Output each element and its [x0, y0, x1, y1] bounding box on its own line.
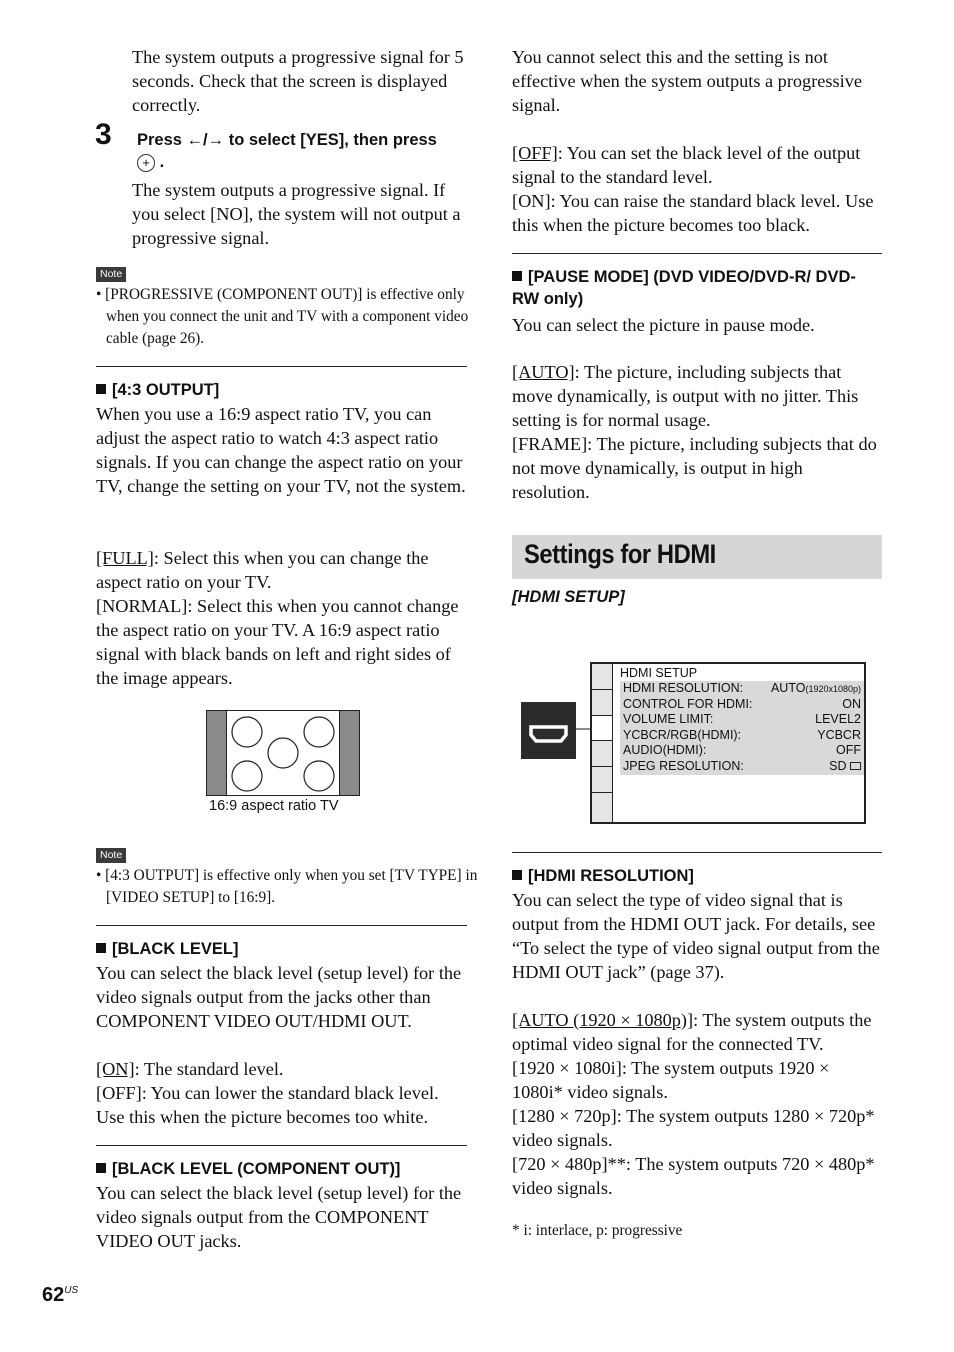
hdmi-resolution-1080i: [1920 × 1080i]: The system outputs 1920 × 1080i* video signals. — [512, 1058, 830, 1102]
heading-text: [4:3 OUTPUT] — [112, 381, 220, 399]
divider — [512, 253, 882, 254]
on-option-text: : The standard level. — [134, 1059, 284, 1079]
pause-mode-frame: [FRAME]: The picture, including subjects that do not move dynamically, is output in high resolution. — [512, 434, 877, 502]
section-heading-pause-mode — [512, 266, 862, 310]
section-banner — [512, 535, 882, 579]
osd-row-key: JPEG RESOLUTION: — [623, 758, 744, 773]
divider — [512, 852, 882, 853]
square-bullet-icon — [96, 943, 106, 953]
note-badge-2: Note — [96, 848, 126, 863]
hdmi-resolution-720p: [1280 × 720p]: The system outputs 1280 × 720p* video signals. — [512, 1106, 875, 1150]
off-option-text: : You can set the black level of the output signal to the standard level. — [512, 143, 861, 187]
black-level-comp-off — [512, 141, 884, 189]
step-instruction-text: Press ←/→ to select [YES], then press — [137, 131, 437, 149]
osd-row — [620, 759, 864, 775]
osd-title: HDMI SETUP — [620, 666, 698, 680]
square-bullet-icon — [512, 870, 522, 880]
osd-tab-column — [592, 664, 613, 822]
on-option-label: [ON] — [96, 1059, 135, 1079]
section-heading-black-level — [96, 938, 468, 960]
hdmi-resolution-auto — [512, 1008, 884, 1056]
divider — [96, 1145, 467, 1146]
figure-caption: 16:9 aspect ratio TV — [209, 798, 339, 814]
page-number — [42, 1284, 78, 1307]
hdmi-connector-icon — [521, 702, 576, 759]
divider — [96, 925, 467, 926]
osd-row-value-main: AUTO — [770, 681, 806, 695]
step-body: The system outputs a progressive signal. If you select [NO], the system will not output a progressive signal. — [132, 180, 461, 248]
osd-row — [620, 743, 864, 759]
osd-row — [620, 712, 864, 728]
osd-row — [620, 728, 864, 744]
osd-tab-active — [592, 716, 612, 742]
section-heading-43-output — [96, 379, 468, 401]
note-43-output-text: • [4:3 OUTPUT] is effective only when you set [TV TYPE] in [VIDEO SETUP] to [16:9]. — [96, 867, 478, 906]
page-number-value: 62 — [42, 1284, 65, 1306]
step-number: 3 — [95, 118, 112, 151]
step-instruction-end: . — [159, 153, 165, 171]
black-level-component-body: You can select the black level (setup level) for the video signals output from the COMPONENT VIDEO OUT jacks. — [96, 1183, 462, 1251]
auto-1080p-label: [AUTO (1920 × 1080p)] — [512, 1010, 694, 1030]
square-bullet-icon — [96, 384, 106, 394]
osd-row-value-small: (1920x1080p) — [805, 684, 861, 694]
osd-row-key: HDMI RESOLUTION: — [623, 681, 744, 695]
osd-tab — [592, 767, 612, 793]
square-bullet-icon — [96, 1163, 106, 1173]
osd-row-value — [829, 759, 861, 775]
footnote: * i: interlace, p: progressive — [512, 1222, 683, 1239]
osd-tab — [592, 664, 612, 690]
osd-tab — [592, 690, 612, 716]
hdmi-resolution-body: You can select the type of video signal that is output from the HDMI OUT jack. For details, see “To select the type of video signal output from the HDMI OUT jack” (page 37). — [512, 890, 880, 982]
circles-graphic — [207, 711, 361, 797]
osd-row-value: OFF — [836, 743, 861, 758]
pause-mode-auto — [512, 360, 884, 432]
pause-mode-body: You can select the picture in pause mode. — [512, 315, 815, 335]
black-level-off: [OFF]: You can lower the standard black level. Use this when the picture becomes too white. — [96, 1083, 439, 1127]
full-option-label: [FULL] — [96, 548, 154, 568]
output43-full — [96, 546, 468, 594]
auto-1080p-text: : The system outputs the optimal video signal for the connected TV. — [512, 1010, 872, 1054]
square-bullet-icon — [512, 271, 522, 281]
divider — [96, 366, 467, 367]
hdmi-resolution-480p: [720 × 480p]**: The system outputs 720 × 480p* video signals. — [512, 1154, 875, 1198]
tv-aspect-figure — [206, 710, 360, 796]
step-instruction — [137, 129, 472, 173]
black-level-body: You can select the black level (setup level) for the video signals output from the jacks other than COMPONENT VIDEO OUT/HDMI OUT. — [96, 963, 462, 1031]
heading-text: [HDMI RESOLUTION] — [528, 867, 694, 885]
heading-text: [PAUSE MODE] (DVD VIDEO/DVD-R/ DVD-RW only) — [512, 268, 856, 308]
osd-row — [620, 697, 864, 713]
hdmi-icon — [521, 702, 576, 759]
osd-row-value: ON — [842, 696, 861, 711]
osd-row-key: AUDIO(HDMI): — [623, 743, 707, 758]
hdmi-setup-osd — [590, 662, 866, 824]
note-badge: Note — [96, 267, 126, 282]
osd-row-value: YCBCR — [817, 727, 861, 742]
osd-row-key: YCBCR/RGB(HDMI): — [623, 727, 742, 742]
page-number-suffix: US — [64, 1285, 79, 1296]
osd-row-key: VOLUME LIMIT: — [623, 712, 714, 727]
output43-normal: [NORMAL]: Select this when you cannot change the aspect ratio on your TV. A 16:9 aspect ratio signal with black bands on left and right sides of the image appears. — [96, 596, 459, 688]
osd-row-value — [771, 681, 861, 698]
output43-body: When you use a 16:9 aspect ratio TV, you can adjust the aspect ratio to watch 4:3 aspect ratio signals. If you can change the aspect ratio on your TV, change the setting on your TV, not the system. — [96, 404, 466, 496]
enter-button-icon: + — [137, 154, 155, 172]
osd-row-value: LEVEL2 — [815, 712, 861, 727]
osd-tab — [592, 793, 612, 819]
osd-settings-list — [620, 681, 864, 775]
osd-row-value-main: SD — [829, 758, 847, 773]
heading-text: [BLACK LEVEL (COMPONENT OUT)] — [112, 1160, 401, 1178]
full-option-text: : Select this when you can change the aspect ratio on your TV. — [96, 548, 429, 592]
section-heading-black-level-component — [96, 1158, 468, 1180]
note-progressive-text: • [PROGRESSIVE (COMPONENT OUT)] is effective only when you connect the unit and TV with a component video cable (page 26). — [96, 286, 469, 347]
osd-row — [620, 681, 864, 697]
section-subtitle: [HDMI SETUP] — [512, 588, 625, 606]
osd-row-key: CONTROL FOR HDMI: — [623, 696, 753, 711]
auto-option-label: [AUTO] — [512, 362, 575, 382]
black-level-on — [96, 1057, 468, 1081]
osd-tab — [592, 741, 612, 767]
memory-card-icon — [850, 762, 861, 770]
section-heading-hdmi-resolution — [512, 865, 884, 887]
left-intro: The system outputs a progressive signal for 5 seconds. Check that the screen is displayed correctly. — [132, 47, 464, 115]
heading-text: [BLACK LEVEL] — [112, 940, 239, 958]
right-intro: You cannot select this and the setting is not effective when the system outputs a progressive signal. — [512, 47, 862, 115]
auto-option-text: : The picture, including subjects that move dynamically, is output with no jitter. This setting is for normal usage. — [512, 362, 859, 430]
section-title: Settings for HDMI — [524, 539, 716, 569]
black-level-comp-on: [ON]: You can raise the standard black level. Use this when the picture becomes too black. — [512, 191, 874, 235]
off-option-label: [OFF] — [512, 143, 558, 163]
